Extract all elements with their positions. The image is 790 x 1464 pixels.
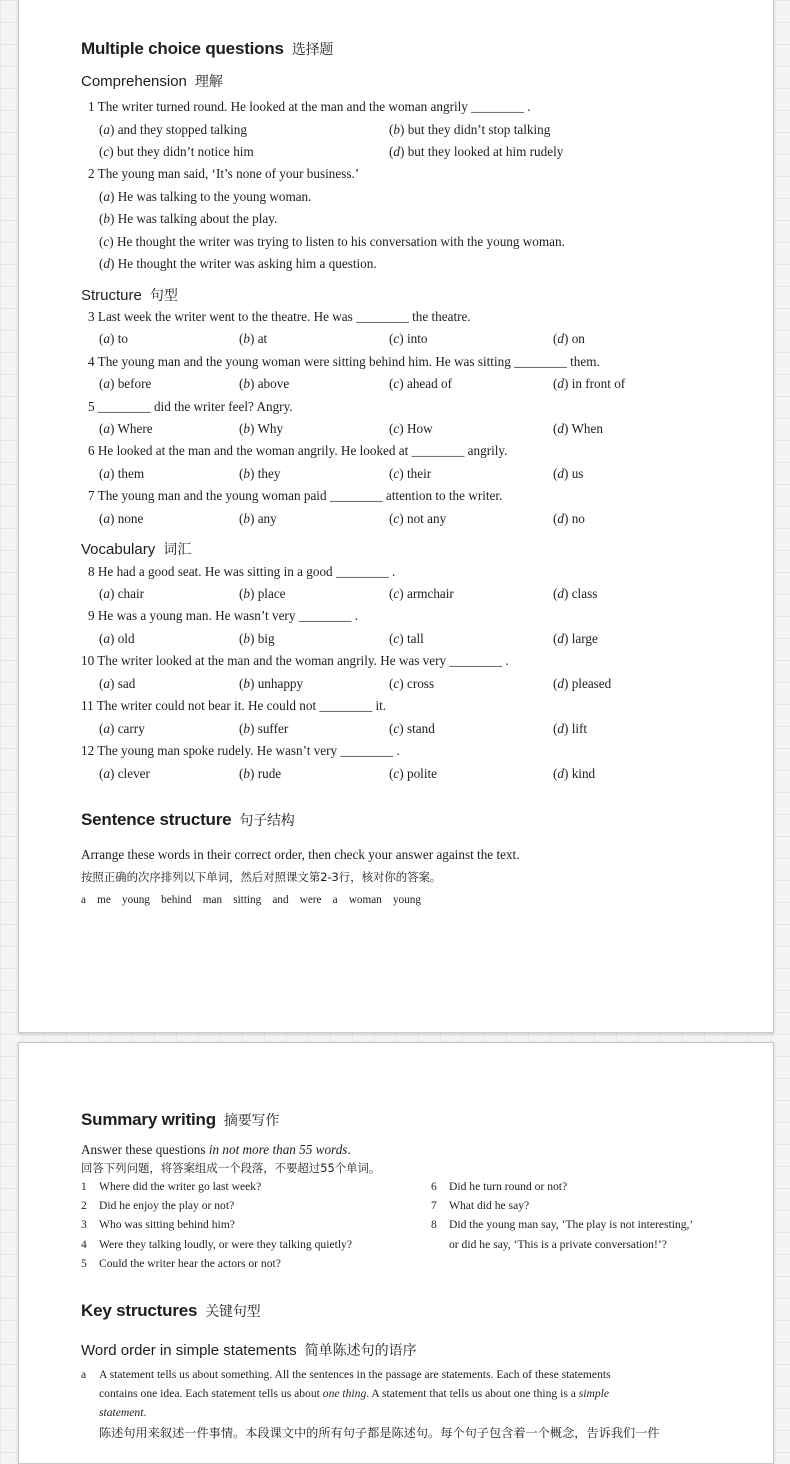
question-6-stem: 6 He looked at the man and the woman angrily. He looked at ________ angrily. xyxy=(88,443,508,458)
question-8-option-d: (d) class xyxy=(553,586,598,601)
question-7-option-c: (c) not any xyxy=(389,511,447,526)
question-10-stem: 10 The writer looked at the man and the woman angrily. He was very ________ . xyxy=(81,653,509,668)
question-12-option-c: (c) polite xyxy=(389,766,438,781)
question-10-option-d: (d) pleased xyxy=(553,676,612,691)
question-2-option-b: (b) He was talking about the play. xyxy=(99,211,278,226)
question-9-option-d: (d) large xyxy=(553,631,598,646)
question-9-stem: 9 He was a young man. He wasn’t very ________ . xyxy=(88,608,359,623)
question-6-option-b: (b) they xyxy=(239,466,281,481)
question-7-option-b: (b) any xyxy=(239,511,277,526)
summary-question-text: Did he enjoy the play or not? xyxy=(99,1199,235,1212)
question-2-option-c: (c) He thought the writer was trying to listen to his conversation with the young woman. xyxy=(99,234,565,249)
question-3-option-c: (c) into xyxy=(389,331,428,346)
question-9-option-a: (a) old xyxy=(99,631,135,646)
question-4-option-a: (a) before xyxy=(99,376,152,391)
question-4-option-b: (b) above xyxy=(239,376,290,391)
key-line-1: A statement tells us about something. All the sentences in the passage are statements. Each of these statements xyxy=(99,1368,611,1381)
summary-question-text: What did he say? xyxy=(449,1199,530,1212)
summary-question-text: Where did the writer go last week? xyxy=(99,1180,262,1193)
summary-instruction-cn: 回答下列问题，将答案组成一个段落，不要超过55个单词。 xyxy=(81,1161,381,1175)
summary-question: 7 xyxy=(431,1199,437,1212)
question-7-option-d: (d) no xyxy=(553,511,585,526)
key-structures-heading: Key structures 关键句型 xyxy=(81,1301,261,1320)
question-5-option-c: (c) How xyxy=(389,421,433,436)
question-1-option-c: (c) but they didn’t notice him xyxy=(99,144,254,159)
question-3-option-a: (a) to xyxy=(99,331,128,346)
question-10-option-a: (a) sad xyxy=(99,676,136,691)
question-2-option-d: (d) He thought the writer was asking him a question. xyxy=(99,256,377,271)
question-1-option-b: (b) but they didn’t stop talking xyxy=(389,122,551,137)
structure-heading: Structure 句型 xyxy=(81,287,178,304)
question-12-stem: 12 The young man spoke rudely. He wasn’t very ________ . xyxy=(81,743,400,758)
summary-question-text: Did he turn round or not? xyxy=(449,1180,568,1193)
summary-heading: Summary writing 摘要写作 xyxy=(81,1110,280,1129)
question-11-option-c: (c) stand xyxy=(389,721,435,736)
question-3-option-d: (d) on xyxy=(553,331,585,346)
key-line-2: contains one idea. Each statement tells us about one thing. A statement that tells us about one thing is a simple xyxy=(99,1387,610,1400)
question-4-option-d: (d) in front of xyxy=(553,376,626,391)
summary-question-text: Did the young man say, ‘The play is not interesting,’ xyxy=(449,1218,694,1231)
question-1-option-a: (a) and they stopped talking xyxy=(99,122,247,137)
question-7-stem: 7 The young man and the young woman paid ________ attention to the writer. xyxy=(88,488,503,503)
summary-question-text: Who was sitting behind him? xyxy=(99,1218,235,1231)
question-11-option-d: (d) lift xyxy=(553,721,588,736)
question-9-option-c: (c) tall xyxy=(389,631,424,646)
question-5-option-a: (a) Where xyxy=(99,421,153,436)
sentence-instruction-cn: 按照正确的次序排列以下单词，然后对照课文第2-3行，核对你的答案。 xyxy=(81,870,442,884)
summary-instruction: Answer these questions in not more than 55 words. xyxy=(81,1142,351,1157)
question-8-option-c: (c) armchair xyxy=(389,586,454,601)
summary-question-text: Were they talking loudly, or were they talking quietly? xyxy=(99,1238,352,1251)
question-7-option-a: (a) none xyxy=(99,511,144,526)
question-12-option-a: (a) clever xyxy=(99,766,150,781)
question-12-option-b: (b) rude xyxy=(239,766,282,781)
mcq-heading: Multiple choice questions 选择题 xyxy=(81,39,334,58)
question-3-option-b: (b) at xyxy=(239,331,268,346)
comprehension-heading: Comprehension 理解 xyxy=(81,73,223,90)
question-12-option-d: (d) kind xyxy=(553,766,596,781)
question-6-option-a: (a) them xyxy=(99,466,145,481)
question-5-stem: 5 ________ did the writer feel? Angry. xyxy=(88,399,293,414)
sentence-instruction: Arrange these words in their correct order, then check your answer against the text. xyxy=(81,847,520,862)
question-2-stem: 2 The young man said, ‘It’s none of your business.’ xyxy=(88,166,360,181)
question-1-option-d: (d) but they looked at him rudely xyxy=(389,144,564,159)
page-one xyxy=(18,0,774,1033)
question-10-option-c: (c) cross xyxy=(389,676,435,691)
summary-question: 3 xyxy=(81,1218,87,1231)
summary-question: 4 xyxy=(81,1238,87,1251)
point-label: a xyxy=(81,1368,87,1381)
question-1-stem: 1 The writer turned round. He looked at the man and the woman angrily ________ . xyxy=(88,99,531,114)
vocabulary-heading: Vocabulary 词汇 xyxy=(81,541,192,558)
summary-question: 1 xyxy=(81,1180,87,1193)
key-line-cn: 陈述句用来叙述一件事情。本段课文中的所有句子都是陈述句。每个句子包含着一个概念，告诉我们一件 xyxy=(99,1426,660,1440)
question-5-option-d: (d) When xyxy=(553,421,603,436)
question-9-option-b: (b) big xyxy=(239,631,275,646)
question-11-option-a: (a) carry xyxy=(99,721,145,736)
question-8-stem: 8 He had a good seat. He was sitting in a good ________ . xyxy=(88,564,396,579)
summary-question: 2 xyxy=(81,1199,87,1212)
question-4-stem: 4 The young man and the young woman were sitting behind him. He was sitting ________ them. xyxy=(88,354,600,369)
summary-question: 5 xyxy=(81,1257,87,1270)
key-line-3: statement. xyxy=(99,1406,147,1419)
word-list: a me young behind man sitting and were a woman young xyxy=(81,894,421,906)
question-11-option-b: (b) suffer xyxy=(239,721,289,736)
summary-question-continuation: or did he say, ‘This is a private conversation!’? xyxy=(449,1238,667,1251)
question-8-option-a: (a) chair xyxy=(99,586,145,601)
question-5-option-b: (b) Why xyxy=(239,421,284,436)
question-8-option-b: (b) place xyxy=(239,586,286,601)
question-3-stem: 3 Last week the writer went to the theatre. He was ________ the theatre. xyxy=(88,309,471,324)
question-6-option-c: (c) their xyxy=(389,466,432,481)
word-order-heading: Word order in simple statements 简单陈述句的语序 xyxy=(81,1342,417,1359)
question-4-option-c: (c) ahead of xyxy=(389,376,452,391)
question-2-option-a: (a) He was talking to the young woman. xyxy=(99,189,312,204)
summary-question: 8 xyxy=(431,1218,437,1231)
sentence-structure-heading: Sentence structure 句子结构 xyxy=(81,810,295,829)
question-11-stem: 11 The writer could not bear it. He could not ________ it. xyxy=(81,698,387,713)
question-10-option-b: (b) unhappy xyxy=(239,676,304,691)
question-6-option-d: (d) us xyxy=(553,466,584,481)
summary-question: 6 xyxy=(431,1180,437,1193)
page-two xyxy=(18,1042,774,1464)
summary-question-text: Could the writer hear the actors or not? xyxy=(99,1257,281,1270)
